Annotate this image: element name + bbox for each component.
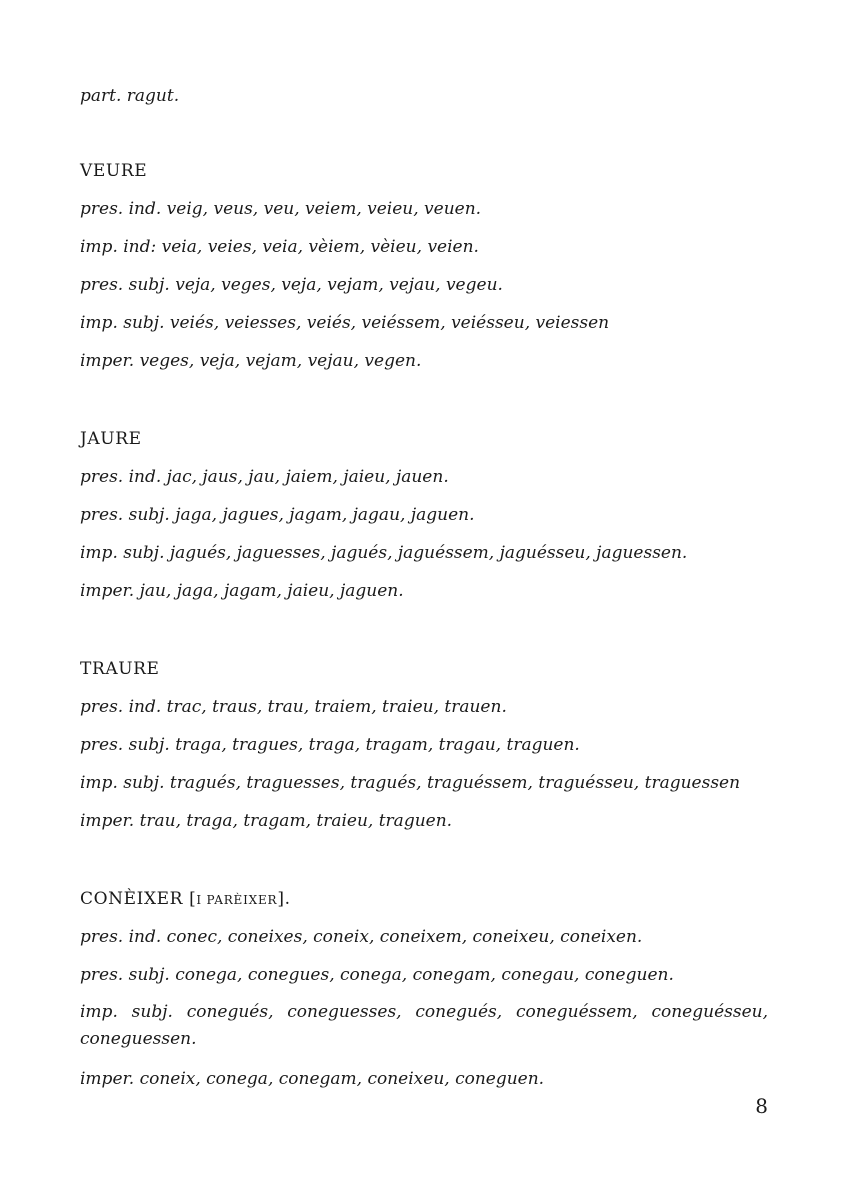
conjugation-line: pres. ind. jac, jaus, jau, jaiem, jaieu, jauen. [80, 467, 449, 487]
verb-heading-coneixer [80, 888, 291, 911]
conjugation-line: pres. ind. veig, veus, veu, veiem, veieu, veuen. [80, 199, 482, 219]
document-page [80, 0, 768, 1200]
verb-heading-jaure: JAURE [80, 429, 142, 449]
conjugation-line: imper. trau, traga, tragam, traieu, traguen. [80, 811, 453, 831]
verb-heading-traure: TRAURE [80, 659, 160, 679]
conjugation-line: pres. subj. traga, tragues, traga, tragam, tragau, traguen. [80, 735, 580, 755]
heading-main: CONÈIXER [80, 889, 184, 909]
conjugation-line: imp. subj. veiés, veiesses, veiés, veiéssem, veiésseu, veiessen [80, 313, 610, 333]
conjugation-line: imp. subj. tragués, traguesses, tragués, traguéssem, traguésseu, traguessen [80, 773, 741, 793]
conjugation-line: imper. veges, veja, vejam, vejau, vegen. [80, 351, 422, 371]
conjugation-line: imp. subj. jagués, jaguesses, jagués, jaguéssem, jaguésseu, jaguessen. [80, 543, 688, 563]
conjugation-line: pres. ind. conec, coneixes, coneix, coneixem, coneixeu, coneixen. [80, 927, 643, 947]
participle-line: part. ragut. [80, 86, 180, 106]
conjugation-line: pres. subj. conega, conegues, conega, conegam, conegau, coneguen. [80, 965, 674, 985]
conjugation-line: imp. ind: veia, veies, veia, vèiem, vèieu, veien. [80, 237, 479, 257]
verb-heading-veure: VEURE [80, 161, 148, 181]
heading-bracket-close: ]. [277, 889, 291, 909]
conjugation-line: pres. subj. veja, veges, veja, vejam, vejau, vegeu. [80, 275, 503, 295]
conjugation-line: imper. coneix, conega, conegam, coneixeu, coneguen. [80, 1069, 545, 1089]
conjugation-line: imper. jau, jaga, jagam, jaieu, jaguen. [80, 581, 404, 601]
conjugation-paragraph: imp. subj. conegués, coneguesses, conegués, coneguéssem, coneguésseu, coneguessen. [80, 1002, 768, 1049]
conjugation-line: pres. ind. trac, traus, trau, traiem, traieu, trauen. [80, 697, 507, 717]
page-number: 8 [755, 1094, 768, 1118]
heading-bracket-open: [ [183, 889, 197, 909]
heading-smallcaps: I PARÈIXER [196, 893, 278, 907]
conjugation-line: pres. subj. jaga, jagues, jagam, jagau, jaguen. [80, 505, 475, 525]
